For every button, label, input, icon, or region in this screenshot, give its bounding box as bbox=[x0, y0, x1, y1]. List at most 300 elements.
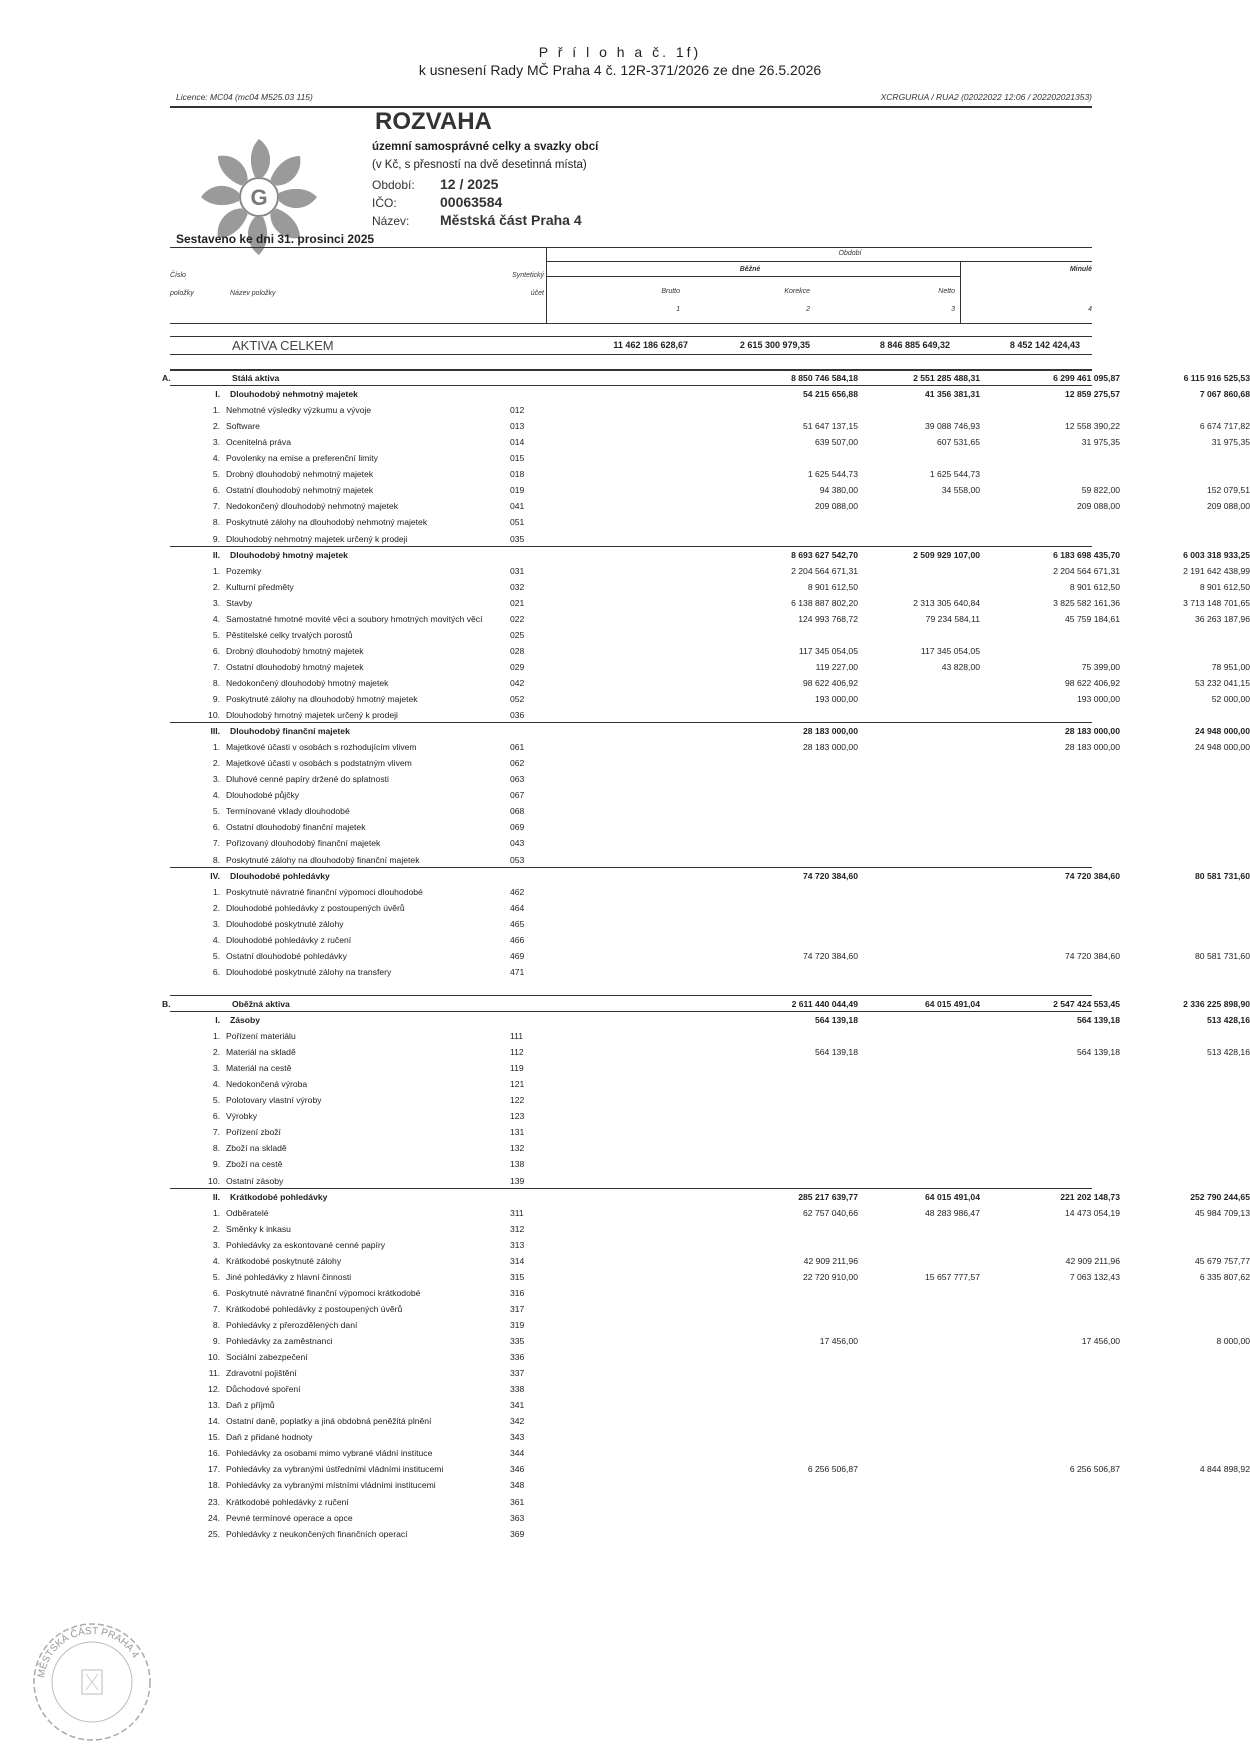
value-netto: 28 183 000,00 bbox=[1065, 726, 1120, 737]
period-label: Období: bbox=[372, 178, 415, 192]
row-label: Dlouhodobý finanční majetek bbox=[230, 726, 350, 737]
table-row bbox=[170, 1333, 1250, 1349]
ico-label: IČO: bbox=[372, 196, 397, 210]
table-row bbox=[170, 1060, 1092, 1076]
account-code: 032 bbox=[510, 581, 525, 592]
value-brutto: 8 901 612,50 bbox=[807, 581, 858, 592]
row-number: 4. bbox=[212, 1255, 220, 1266]
row-number: 2. bbox=[212, 1223, 220, 1234]
row-label: Povolenky na emise a preferenční limity bbox=[226, 453, 378, 464]
table-row bbox=[170, 964, 1092, 980]
table-row bbox=[170, 1349, 1092, 1365]
hdr-n4: 4 bbox=[1088, 306, 1092, 313]
row-number: 1. bbox=[212, 886, 220, 897]
account-code: 012 bbox=[510, 405, 525, 416]
row-label: Ostatní zásoby bbox=[226, 1175, 284, 1186]
table-row bbox=[170, 450, 1092, 466]
row-label: Daň z přidané hodnoty bbox=[226, 1432, 313, 1443]
row-number: 3. bbox=[212, 1063, 220, 1074]
row-number: 7. bbox=[212, 501, 220, 512]
licence-info: Licence: MC04 (mc04 M525.03 115) bbox=[176, 92, 313, 102]
value-minule: 45 984 709,13 bbox=[1195, 1207, 1250, 1218]
row-number: 7. bbox=[212, 838, 220, 849]
row-number: 17. bbox=[208, 1464, 220, 1475]
value-brutto: 124 993 768,72 bbox=[798, 613, 858, 624]
value-minule: 152 079,51 bbox=[1206, 485, 1250, 496]
row-label: Ocenitelná práva bbox=[226, 437, 291, 448]
table-row bbox=[170, 932, 1092, 948]
row-label: Majetkové účasti v osobách s rozhodujícím vlivem bbox=[226, 742, 417, 753]
table-row bbox=[170, 1221, 1092, 1237]
account-code: 019 bbox=[510, 485, 525, 496]
hdr-brutto: Brutto bbox=[661, 288, 680, 295]
account-code: 471 bbox=[510, 966, 525, 977]
value-netto: 28 183 000,00 bbox=[1065, 742, 1120, 753]
row-number: 1. bbox=[212, 1031, 220, 1042]
row-number: A. bbox=[162, 373, 171, 383]
row-number: 16. bbox=[208, 1448, 220, 1459]
hdr-n3: 3 bbox=[951, 306, 955, 313]
value-korekce: 39 088 746,93 bbox=[925, 421, 980, 432]
table-row bbox=[170, 739, 1250, 755]
account-code: 316 bbox=[510, 1287, 525, 1298]
value-minule: 53 232 041,15 bbox=[1195, 677, 1250, 688]
hdr-korekce: Korekce bbox=[784, 288, 810, 295]
value-minule: 209 088,00 bbox=[1206, 501, 1250, 512]
row-number: 10. bbox=[208, 1352, 220, 1363]
row-label: Krátkodobé pohledávky z postoupených úvěrů bbox=[226, 1303, 403, 1314]
account-code: 311 bbox=[510, 1207, 524, 1218]
account-code: 315 bbox=[510, 1271, 525, 1282]
row-number: 1. bbox=[212, 1207, 220, 1218]
table-row bbox=[170, 803, 1092, 819]
row-label: Polotovary vlastní výroby bbox=[226, 1095, 322, 1106]
account-code: 314 bbox=[510, 1255, 525, 1266]
row-rule bbox=[170, 722, 1092, 723]
row-label: Směnky k inkasu bbox=[226, 1223, 291, 1234]
value-netto: 6 299 461 095,87 bbox=[1053, 373, 1120, 383]
account-code: 343 bbox=[510, 1432, 525, 1443]
table-row bbox=[170, 1429, 1092, 1445]
row-label: Jiné pohledávky z hlavní činnosti bbox=[226, 1271, 352, 1282]
table-row bbox=[170, 1510, 1092, 1526]
value-brutto: 8 850 746 584,18 bbox=[791, 373, 858, 383]
value-korekce: 607 531,65 bbox=[936, 437, 980, 448]
account-code: 462 bbox=[510, 886, 525, 897]
row-rule bbox=[170, 867, 1092, 868]
value-brutto: 54 215 656,88 bbox=[803, 389, 858, 400]
account-code: 312 bbox=[510, 1223, 525, 1234]
table-row bbox=[170, 1028, 1092, 1044]
value-korekce: 48 283 986,47 bbox=[925, 1207, 980, 1218]
row-number: 3. bbox=[212, 597, 220, 608]
table-row bbox=[170, 627, 1092, 643]
value-minule: 31 975,35 bbox=[1211, 437, 1250, 448]
table-row bbox=[170, 1494, 1092, 1510]
total-label: AKTIVA CELKEM bbox=[232, 338, 334, 353]
row-number: 23. bbox=[208, 1496, 220, 1507]
account-code: 335 bbox=[510, 1336, 525, 1346]
account-code: 344 bbox=[510, 1448, 525, 1459]
table-row bbox=[170, 835, 1092, 851]
value-netto: 42 909 211,96 bbox=[1065, 1255, 1120, 1266]
row-number: 4. bbox=[212, 613, 220, 624]
hdr-bezne: Běžné bbox=[739, 266, 761, 273]
value-netto: 221 202 148,73 bbox=[1060, 1191, 1120, 1202]
row-label: Ostatní dlouhodobý nehmotný majetek bbox=[226, 485, 374, 496]
row-label: Sociální zabezpečení bbox=[226, 1352, 308, 1363]
value-brutto: 2 611 440 044,49 bbox=[791, 998, 858, 1009]
value-netto: 8 901 612,50 bbox=[1069, 581, 1120, 592]
group-row bbox=[170, 1189, 1250, 1205]
row-number: 6. bbox=[212, 1287, 220, 1298]
account-code: 369 bbox=[510, 1528, 525, 1539]
account-code: 313 bbox=[510, 1239, 525, 1250]
row-number: 2. bbox=[212, 902, 220, 913]
table-row bbox=[170, 691, 1250, 707]
row-label: Pozemky bbox=[226, 565, 262, 576]
hdr-netto: Netto bbox=[938, 288, 955, 295]
account-code: 014 bbox=[510, 437, 525, 448]
account-code: 465 bbox=[510, 918, 525, 929]
table-row bbox=[170, 675, 1250, 691]
value-brutto: 17 456,00 bbox=[819, 1336, 858, 1346]
value-minule: 2 336 225 898,90 bbox=[1183, 998, 1250, 1009]
value-netto: 3 825 582 161,36 bbox=[1053, 597, 1120, 608]
doc-title: ROZVAHA bbox=[375, 108, 492, 135]
value-brutto: 74 720 384,60 bbox=[803, 950, 858, 961]
account-code: 041 bbox=[510, 501, 525, 512]
value-netto: 74 720 384,60 bbox=[1065, 870, 1120, 881]
account-code: 132 bbox=[510, 1143, 525, 1154]
table-row bbox=[170, 1253, 1250, 1269]
row-label: Zboží na skladě bbox=[226, 1143, 287, 1154]
account-code: 029 bbox=[510, 661, 525, 672]
value-brutto: 119 227,00 bbox=[815, 661, 858, 672]
row-label: Software bbox=[226, 421, 260, 432]
row-rule bbox=[170, 385, 1092, 386]
total-korekce: 2 615 300 979,35 bbox=[739, 340, 810, 350]
row-label: Pořizovaný dlouhodobý finanční majetek bbox=[226, 838, 381, 849]
table-row bbox=[170, 418, 1250, 434]
account-code: 361 bbox=[510, 1496, 525, 1507]
value-brutto: 51 647 137,15 bbox=[803, 421, 858, 432]
value-minule: 8 901 612,50 bbox=[1199, 581, 1250, 592]
table-row bbox=[170, 1237, 1092, 1253]
row-label: Stavby bbox=[226, 597, 253, 608]
hdr-n2: 2 bbox=[806, 306, 810, 313]
value-minule: 24 948 000,00 bbox=[1195, 742, 1250, 753]
row-number: 6. bbox=[212, 1111, 220, 1122]
value-brutto: 42 909 211,96 bbox=[803, 1255, 858, 1266]
row-label: Odběratelé bbox=[226, 1207, 269, 1218]
row-label: Dlouhodobý nehmotný majetek bbox=[230, 389, 358, 400]
row-label: Krátkodobé poskytnuté zálohy bbox=[226, 1255, 342, 1266]
table-row bbox=[170, 852, 1092, 868]
value-netto: 2 547 424 553,45 bbox=[1053, 998, 1120, 1009]
account-code: 119 bbox=[510, 1063, 524, 1074]
row-label: Dlouhodobé půjčky bbox=[226, 790, 300, 801]
report-code: XCRGURUA / RUA2 (02022022 12:06 / 202202021353) bbox=[880, 92, 1092, 102]
ico-value: 00063584 bbox=[440, 194, 503, 210]
row-number: 3. bbox=[212, 1239, 220, 1250]
row-number: 9. bbox=[212, 694, 220, 704]
value-brutto: 98 622 406,92 bbox=[803, 677, 858, 688]
row-number: 4. bbox=[212, 1079, 220, 1090]
row-label: Nedokončený dlouhodobý nehmotný majetek bbox=[226, 501, 398, 512]
value-brutto: 639 507,00 bbox=[814, 437, 858, 448]
table-row bbox=[170, 948, 1250, 964]
value-minule: 6 674 717,82 bbox=[1199, 421, 1250, 432]
account-code: 464 bbox=[510, 902, 525, 913]
group-row bbox=[170, 386, 1250, 402]
hdr-ucet: účet bbox=[530, 290, 544, 297]
table-row bbox=[170, 1173, 1092, 1189]
table-row bbox=[170, 1108, 1092, 1124]
row-rule bbox=[170, 546, 1092, 547]
account-code: 123 bbox=[510, 1111, 525, 1122]
row-label: Pořízení zboží bbox=[226, 1127, 281, 1138]
row-label: Krátkodobé pohledávky z ručení bbox=[226, 1496, 349, 1507]
table-row bbox=[170, 916, 1092, 932]
table-row bbox=[170, 819, 1092, 835]
row-number: 9. bbox=[212, 1336, 220, 1346]
table-row bbox=[170, 707, 1092, 723]
table-row bbox=[170, 1381, 1092, 1397]
row-number: 6. bbox=[212, 966, 220, 977]
doc-precision-note: (v Kč, s přesností na dvě desetinná místa) bbox=[372, 159, 587, 171]
row-number: 8. bbox=[212, 854, 220, 865]
value-brutto: 6 256 506,87 bbox=[807, 1464, 858, 1475]
table-row bbox=[170, 755, 1092, 771]
row-number: II. bbox=[212, 549, 220, 560]
table-row bbox=[170, 1269, 1250, 1285]
value-minule: 6 115 916 525,53 bbox=[1183, 373, 1250, 383]
table-row bbox=[170, 1445, 1092, 1461]
row-number: 7. bbox=[212, 661, 220, 672]
row-label: Pohledávky za osobami mimo vybrané vládní instituce bbox=[226, 1448, 433, 1459]
value-minule: 80 581 731,60 bbox=[1195, 950, 1250, 961]
section-row bbox=[162, 996, 1250, 1012]
value-netto: 74 720 384,60 bbox=[1065, 950, 1120, 961]
account-code: 317 bbox=[510, 1303, 525, 1314]
hdr-polozky: položky bbox=[170, 290, 194, 297]
row-number: 8. bbox=[212, 677, 220, 688]
account-code: 018 bbox=[510, 469, 525, 480]
row-number: 5. bbox=[212, 806, 220, 817]
row-label: Ostatní daně, poplatky a jiná obdobná peněžitá plnění bbox=[226, 1416, 432, 1427]
account-code: 319 bbox=[510, 1319, 525, 1330]
row-label: Výrobky bbox=[226, 1111, 258, 1122]
row-label: Poskytnuté zálohy na dlouhodobý hmotný majetek bbox=[226, 694, 418, 704]
row-label: Krátkodobé pohledávky bbox=[230, 1191, 328, 1202]
row-number: II. bbox=[212, 1191, 220, 1202]
value-brutto: 94 380,00 bbox=[819, 485, 858, 496]
col-divider bbox=[546, 247, 547, 323]
row-number: 6. bbox=[212, 485, 220, 496]
value-korekce: 117 345 054,05 bbox=[920, 645, 980, 656]
value-brutto: 74 720 384,60 bbox=[803, 870, 858, 881]
row-number: 2. bbox=[212, 581, 220, 592]
row-number: 9. bbox=[212, 1159, 220, 1170]
value-korekce: 1 625 544,73 bbox=[929, 469, 980, 480]
header-rule-2 bbox=[170, 247, 1092, 248]
table-row bbox=[170, 1140, 1092, 1156]
row-label: Nedokončená výroba bbox=[226, 1079, 308, 1090]
row-label: Nedokončený dlouhodobý hmotný majetek bbox=[226, 677, 389, 688]
row-label: Pohledávky za zaměstnanci bbox=[226, 1336, 333, 1346]
row-number: 6. bbox=[212, 645, 220, 656]
row-number: 5. bbox=[212, 629, 220, 640]
value-minule: 24 948 000,00 bbox=[1195, 726, 1250, 737]
value-netto: 193 000,00 bbox=[1076, 694, 1120, 704]
value-brutto: 22 720 910,00 bbox=[803, 1271, 858, 1282]
account-code: 063 bbox=[510, 774, 525, 785]
row-number: 5. bbox=[212, 950, 220, 961]
row-label: Materiál na skladě bbox=[226, 1047, 296, 1058]
account-code: 348 bbox=[510, 1480, 525, 1491]
value-brutto: 209 088,00 bbox=[814, 501, 858, 512]
account-code: 139 bbox=[510, 1175, 525, 1186]
row-number: 8. bbox=[212, 1143, 220, 1154]
value-brutto: 564 139,18 bbox=[814, 1015, 858, 1025]
row-label: Dluhové cenné papíry držené do splatnosti bbox=[226, 774, 389, 785]
row-number: 13. bbox=[208, 1400, 220, 1411]
account-code: 121 bbox=[510, 1079, 525, 1090]
table-row bbox=[170, 1477, 1092, 1493]
table-row bbox=[170, 1365, 1092, 1381]
value-netto: 2 204 564 671,31 bbox=[1053, 565, 1120, 576]
row-number: 3. bbox=[212, 918, 220, 929]
value-netto: 31 975,35 bbox=[1081, 437, 1120, 448]
compiled-date: Sestaveno ke dni 31. prosinci 2025 bbox=[176, 232, 375, 246]
table-row bbox=[170, 900, 1092, 916]
group-row bbox=[170, 547, 1250, 563]
value-brutto: 117 345 054,05 bbox=[798, 645, 858, 656]
row-label: Dlouhodobé pohledávky z ručení bbox=[226, 934, 352, 945]
row-rule bbox=[170, 1011, 1092, 1012]
total-rule-bottom bbox=[170, 354, 1092, 355]
value-minule: 78 951,00 bbox=[1211, 661, 1250, 672]
account-code: 112 bbox=[510, 1047, 524, 1058]
account-code: 062 bbox=[510, 758, 525, 769]
total-minule: 8 452 142 424,43 bbox=[1009, 340, 1080, 350]
account-code: 338 bbox=[510, 1384, 525, 1395]
name-value: Městská část Praha 4 bbox=[440, 212, 582, 228]
row-number: 7. bbox=[212, 1303, 220, 1314]
value-brutto: 2 204 564 671,31 bbox=[791, 565, 858, 576]
row-number: 4. bbox=[212, 790, 220, 801]
row-number: 4. bbox=[212, 934, 220, 945]
row-number: 5. bbox=[212, 1271, 220, 1282]
value-netto: 45 759 184,61 bbox=[1065, 613, 1120, 624]
table-row bbox=[170, 643, 1092, 659]
row-rule bbox=[170, 369, 1092, 371]
col-rule bbox=[546, 261, 1092, 262]
table-row bbox=[170, 1285, 1092, 1301]
total-rule-top bbox=[170, 336, 1092, 337]
value-minule: 513 428,16 bbox=[1206, 1047, 1250, 1058]
row-number: III. bbox=[210, 726, 220, 737]
row-number: 8. bbox=[212, 1319, 220, 1330]
row-label: Pevné termínové operace a opce bbox=[226, 1512, 353, 1523]
table-row bbox=[170, 1526, 1092, 1542]
hdr-cislo: Číslo bbox=[170, 272, 186, 279]
value-korekce: 43 828,00 bbox=[941, 661, 980, 672]
table-row bbox=[170, 1044, 1250, 1060]
value-netto: 6 256 506,87 bbox=[1069, 1464, 1120, 1475]
account-code: 067 bbox=[510, 790, 525, 801]
value-netto: 12 558 390,22 bbox=[1065, 421, 1120, 432]
table-row bbox=[170, 1156, 1092, 1172]
value-minule: 45 679 757,77 bbox=[1195, 1255, 1250, 1266]
row-label: Dlouhodobé pohledávky z postoupených úvěrů bbox=[226, 902, 405, 913]
table-row bbox=[170, 1301, 1092, 1317]
hdr-nazev: Název položky bbox=[230, 290, 276, 297]
table-row bbox=[170, 595, 1250, 611]
value-netto: 7 063 132,43 bbox=[1069, 1271, 1120, 1282]
row-label: Poskytnuté návratné finanční výpomoci krátkodobé bbox=[226, 1287, 421, 1298]
row-label: Stálá aktiva bbox=[232, 373, 280, 383]
row-number: 2. bbox=[212, 758, 220, 769]
table-row bbox=[170, 1397, 1092, 1413]
row-number: 12. bbox=[208, 1384, 220, 1395]
row-number: 10. bbox=[208, 710, 220, 721]
value-minule: 80 581 731,60 bbox=[1195, 870, 1250, 881]
table-row bbox=[170, 514, 1092, 530]
account-code: 051 bbox=[510, 517, 525, 528]
table-row bbox=[170, 771, 1092, 787]
row-number: 5. bbox=[212, 469, 220, 480]
doc-subtitle: územní samosprávné celky a svazky obcí bbox=[372, 141, 599, 153]
row-label: Zdravotní pojištění bbox=[226, 1368, 297, 1379]
value-korekce: 2 313 305 640,84 bbox=[913, 597, 980, 608]
row-label: Oběžná aktiva bbox=[232, 998, 290, 1009]
hdr-synt: Syntetický bbox=[512, 272, 544, 279]
row-rule bbox=[170, 1188, 1092, 1189]
value-netto: 12 859 275,57 bbox=[1065, 389, 1120, 400]
row-rule bbox=[170, 995, 1092, 997]
table-row bbox=[170, 434, 1250, 450]
group-row bbox=[170, 868, 1250, 884]
col-divider bbox=[960, 261, 961, 323]
account-code: 036 bbox=[510, 710, 525, 721]
account-code: 346 bbox=[510, 1464, 525, 1475]
row-number: 24. bbox=[208, 1512, 220, 1523]
row-label: Kulturní předměty bbox=[226, 581, 294, 592]
col-rule bbox=[546, 276, 960, 277]
row-label: Dlouhodobý hmotný majetek určený k prodeji bbox=[226, 710, 398, 721]
row-label: Poskytnuté zálohy na dlouhodobý nehmotný majetek bbox=[226, 517, 428, 528]
header-rule bbox=[170, 106, 1092, 108]
account-code: 068 bbox=[510, 806, 525, 817]
value-korekce: 2 551 285 488,31 bbox=[913, 373, 980, 383]
group-row bbox=[170, 723, 1250, 739]
row-label: Ostatní dlouhodobé pohledávky bbox=[226, 950, 347, 961]
account-code: 336 bbox=[510, 1352, 525, 1363]
value-korekce: 64 015 491,04 bbox=[925, 998, 980, 1009]
value-minule: 6 335 807,62 bbox=[1199, 1271, 1250, 1282]
value-netto: 17 456,00 bbox=[1081, 1336, 1120, 1346]
account-code: 052 bbox=[510, 694, 525, 704]
value-brutto: 28 183 000,00 bbox=[803, 742, 858, 753]
value-brutto: 193 000,00 bbox=[814, 694, 858, 704]
row-number: 1. bbox=[212, 742, 220, 753]
account-code: 028 bbox=[510, 645, 525, 656]
table-row bbox=[170, 1092, 1092, 1108]
row-number: I. bbox=[215, 1015, 220, 1025]
table-row bbox=[170, 1461, 1250, 1477]
